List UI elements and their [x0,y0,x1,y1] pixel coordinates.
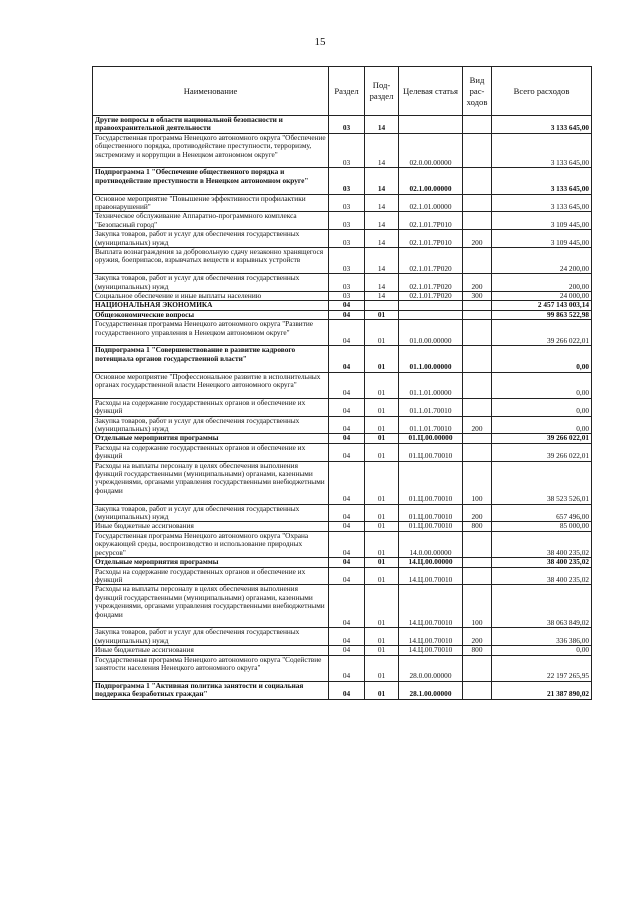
cell-total: 3 133 645,00 [492,194,592,212]
table-row [93,320,592,346]
cell-total: 38 400 235,02 [492,567,592,585]
cell-section: 04 [329,416,365,434]
cell-section: 04 [329,301,365,310]
cell-target-article: 14.0.00.00000 [399,531,463,557]
cell-expense-type [463,212,492,230]
header-name: Наименование [93,67,329,116]
header-section: Раздел [329,67,365,116]
table-row [93,585,592,628]
cell-total: 38 523 526,01 [492,461,592,504]
cell-section: 03 [329,274,365,292]
cell-total: 38 400 235,02 [492,558,592,567]
cell-section: 04 [329,443,365,461]
header-target-article: Целевая статья [399,67,463,116]
cell-total: 38 063 849,02 [492,585,592,628]
cell-name: Общеэкономические вопросы [93,310,329,319]
cell-total: 85 000,00 [492,522,592,531]
cell-target-article: 02.1.00.00000 [399,168,463,194]
cell-section: 04 [329,646,365,655]
cell-expense-type: 100 [463,461,492,504]
cell-total: 3 109 445,00 [492,212,592,230]
cell-subsection: 01 [365,681,399,699]
cell-section: 04 [329,522,365,531]
cell-expense-type [463,655,492,681]
cell-target-article: 14.Ц.00.70010 [399,585,463,628]
cell-subsection: 01 [365,585,399,628]
cell-expense-type: 800 [463,522,492,531]
table-row [93,372,592,398]
cell-section: 04 [329,320,365,346]
cell-subsection: 01 [365,522,399,531]
table-row [93,416,592,434]
cell-target-article: 01.Ц.00.70010 [399,522,463,531]
cell-target-article: 01.1.01.70010 [399,398,463,416]
cell-subsection: 01 [365,655,399,681]
cell-name: Отдельные мероприятия программы [93,434,329,443]
table-row [93,212,592,230]
cell-total: 0,00 [492,416,592,434]
cell-expense-type [463,301,492,310]
cell-target-article [399,116,463,134]
cell-section: 04 [329,310,365,319]
cell-expense-type [463,681,492,699]
table-row [93,443,592,461]
cell-expense-type [463,443,492,461]
cell-name: Закупка товаров, работ и услуг для обеспечения государственных (муниципальных) нужд [93,504,329,522]
cell-target-article: 28.1.00.00000 [399,681,463,699]
cell-target-article: 01.1.01.00000 [399,372,463,398]
cell-expense-type [463,116,492,134]
cell-total: 0,00 [492,646,592,655]
cell-target-article: 14.Ц.00.00000 [399,558,463,567]
cell-target-article: 01.Ц.00.70010 [399,461,463,504]
cell-section: 03 [329,230,365,248]
cell-expense-type [463,168,492,194]
cell-target-article: 14.Ц.00.70010 [399,567,463,585]
cell-expense-type [463,310,492,319]
cell-total: 38 400 235,02 [492,531,592,557]
cell-subsection: 01 [365,346,399,372]
cell-subsection: 01 [365,628,399,646]
cell-target-article: 14.Ц.00.70010 [399,628,463,646]
cell-section: 04 [329,655,365,681]
cell-subsection: 14 [365,133,399,168]
cell-total: 22 197 265,95 [492,655,592,681]
cell-subsection [365,301,399,310]
cell-subsection: 01 [365,434,399,443]
cell-section: 03 [329,212,365,230]
header-expense-type: Вид рас-ходов [463,67,492,116]
cell-name: Расходы на содержание государственных органов и обеспечение их функций [93,443,329,461]
cell-total: 21 387 890,02 [492,681,592,699]
cell-section: 04 [329,585,365,628]
cell-expense-type: 100 [463,585,492,628]
cell-name: Техническое обслуживание Аппаратно-программного комплекса "Безопасный город" [93,212,329,230]
cell-target-article: 01.0.00.00000 [399,320,463,346]
cell-total: 99 863 522,98 [492,310,592,319]
cell-total: 2 457 143 003,14 [492,301,592,310]
cell-total: 0,00 [492,346,592,372]
cell-target-article: 02.1.01.7Р010 [399,230,463,248]
cell-target-article: 28.0.00.00000 [399,655,463,681]
budget-table [92,66,592,700]
cell-target-article [399,301,463,310]
table-body [93,116,592,700]
cell-expense-type [463,194,492,212]
cell-section: 04 [329,372,365,398]
cell-expense-type: 800 [463,646,492,655]
cell-subsection: 01 [365,646,399,655]
cell-expense-type: 300 [463,292,492,301]
cell-name: Государственная программа Ненецкого автономного округа "Содействие занятости населения Ненецкого автономного округа" [93,655,329,681]
cell-total: 0,00 [492,398,592,416]
table-header-row [93,67,592,116]
cell-subsection: 14 [365,248,399,274]
cell-section: 04 [329,398,365,416]
table-row [93,504,592,522]
cell-section: 03 [329,194,365,212]
cell-section: 04 [329,628,365,646]
cell-subsection: 14 [365,194,399,212]
table-row [93,248,592,274]
cell-expense-type [463,372,492,398]
cell-subsection: 01 [365,504,399,522]
table-row [93,398,592,416]
cell-expense-type [463,320,492,346]
table-row [93,522,592,531]
cell-name: Другие вопросы в области национальной безопасности и правоохранительной деятельности [93,116,329,134]
table-row [93,434,592,443]
cell-name: Подпрограмма 1 "Активная политика занятости и социальная поддержка безработных граждан" [93,681,329,699]
table-row [93,628,592,646]
cell-name: Закупка товаров, работ и услуг для обеспечения государственных (муниципальных) нужд [93,628,329,646]
page-number: 15 [314,36,326,48]
cell-expense-type: 200 [463,628,492,646]
cell-name: Расходы на содержание государственных органов и обеспечение их функций [93,567,329,585]
table-row [93,301,592,310]
cell-subsection: 14 [365,292,399,301]
cell-name: Расходы на выплаты персоналу в целях обеспечения выполнения функций государственными (муниципальными) органами, казенными учреждениями, органами управления государственными внебюджетными фондами [93,585,329,628]
cell-total: 3 133 645,00 [492,168,592,194]
table-row [93,655,592,681]
cell-target-article: 02.1.01.7Р010 [399,212,463,230]
cell-expense-type [463,398,492,416]
table-row [93,292,592,301]
cell-subsection: 14 [365,116,399,134]
cell-total: 0,00 [492,372,592,398]
cell-target-article: 01.Ц.00.70010 [399,504,463,522]
cell-expense-type: 200 [463,274,492,292]
cell-section: 04 [329,346,365,372]
cell-total: 200,00 [492,274,592,292]
cell-total: 39 266 022,01 [492,320,592,346]
cell-section: 03 [329,168,365,194]
table-row [93,194,592,212]
cell-name: Подпрограмма 1 "Совершенствование в развитие кадрового потенциала органов государственной власти" [93,346,329,372]
cell-name: Расходы на содержание государственных органов и обеспечение их функций [93,398,329,416]
cell-section: 03 [329,248,365,274]
cell-section: 04 [329,461,365,504]
cell-name: Закупка товаров, работ и услуг для обеспечения государственных (муниципальных) нужд [93,230,329,248]
cell-expense-type [463,346,492,372]
cell-subsection: 14 [365,168,399,194]
cell-name: Социальное обеспечение и иные выплаты населению [93,292,329,301]
table-row [93,646,592,655]
cell-name: Основное мероприятие "Профессиональное развитие в исполнительных органах государственной власти Ненецкого автономного округа" [93,372,329,398]
cell-target-article: 01.1.01.70010 [399,416,463,434]
cell-target-article: 02.1.01.7Р020 [399,274,463,292]
cell-subsection: 14 [365,212,399,230]
table-row [93,133,592,168]
cell-name: Отдельные мероприятия программы [93,558,329,567]
table-row [93,116,592,134]
cell-subsection: 01 [365,558,399,567]
cell-target-article: 02.1.01.00000 [399,194,463,212]
cell-total: 657 496,00 [492,504,592,522]
cell-subsection: 14 [365,274,399,292]
cell-subsection: 01 [365,461,399,504]
cell-section: 03 [329,116,365,134]
cell-total: 39 266 022,01 [492,434,592,443]
table-row [93,531,592,557]
cell-name: Государственная программа Ненецкого автономного округа "Развитие государственного управления в Ненецком автономном округе" [93,320,329,346]
cell-section: 04 [329,558,365,567]
cell-target-article: 01.Ц.00.00000 [399,434,463,443]
cell-total: 24 200,00 [492,248,592,274]
cell-target-article [399,310,463,319]
cell-section: 04 [329,504,365,522]
cell-name: Расходы на выплаты персоналу в целях обеспечения выполнения функций государственными (муниципальными) органами, казенными учреждениями, органами управления государственными внебюджетными фондами [93,461,329,504]
header-total: Всего расходов [492,67,592,116]
cell-expense-type: 200 [463,504,492,522]
cell-name: Закупка товаров, работ и услуг для обеспечения государственных (муниципальных) нужд [93,274,329,292]
cell-subsection: 01 [365,531,399,557]
cell-expense-type [463,567,492,585]
cell-subsection: 01 [365,567,399,585]
header-subsection: Под-раздел [365,67,399,116]
cell-total: 336 386,00 [492,628,592,646]
table-row [93,461,592,504]
cell-target-article: 02.1.01.7Р020 [399,292,463,301]
cell-target-article: 02.0.00.00000 [399,133,463,168]
cell-name: Государственная программа Ненецкого автономного округа "Обеспечение общественного порядка, противодействие преступности, терроризму, экстремизму и коррупции в Ненецком автономном округе" [93,133,329,168]
table-row [93,681,592,699]
cell-section: 03 [329,292,365,301]
cell-total: 39 266 022,01 [492,443,592,461]
cell-name: Государственная программа Ненецкого автономного округа "Охрана окружающей среды, воспроизводство и использование природных ресурсов" [93,531,329,557]
cell-expense-type [463,133,492,168]
table-row [93,168,592,194]
cell-name: Закупка товаров, работ и услуг для обеспечения государственных (муниципальных) нужд [93,416,329,434]
cell-expense-type [463,531,492,557]
cell-subsection: 14 [365,230,399,248]
cell-total: 24 000,00 [492,292,592,301]
cell-section: 04 [329,531,365,557]
table-row [93,230,592,248]
cell-section: 04 [329,681,365,699]
cell-section: 03 [329,133,365,168]
cell-subsection: 01 [365,372,399,398]
cell-expense-type: 200 [463,416,492,434]
cell-name: НАЦИОНАЛЬНАЯ ЭКОНОМИКА [93,301,329,310]
cell-subsection: 01 [365,310,399,319]
cell-name: Иные бюджетные ассигнования [93,522,329,531]
cell-name: Иные бюджетные ассигнования [93,646,329,655]
cell-name: Основное мероприятие "Повышение эффективности профилактики правонарушений" [93,194,329,212]
table-row [93,310,592,319]
cell-subsection: 01 [365,443,399,461]
table-row [93,274,592,292]
table-row [93,346,592,372]
cell-total: 3 109 445,00 [492,230,592,248]
cell-name: Выплата вознаграждения за добровольную сдачу незаконно хранящегося оружия, боеприпасов, взрывчатых веществ и взрывных устройств [93,248,329,274]
cell-target-article: 02.1.01.7Р020 [399,248,463,274]
cell-name: Подпрограмма 1 "Обеспечение общественного порядка и противодействие преступности в Ненецком автономном округе" [93,168,329,194]
cell-section: 04 [329,567,365,585]
cell-subsection: 01 [365,398,399,416]
cell-total: 3 133 645,00 [492,133,592,168]
cell-expense-type [463,248,492,274]
cell-expense-type [463,434,492,443]
cell-target-article: 14.Ц.00.70010 [399,646,463,655]
cell-total: 3 133 645,00 [492,116,592,134]
cell-subsection: 01 [365,320,399,346]
table-row [93,558,592,567]
cell-section: 04 [329,434,365,443]
cell-target-article: 01.Ц.00.70010 [399,443,463,461]
cell-target-article: 01.1.00.00000 [399,346,463,372]
cell-subsection: 01 [365,416,399,434]
cell-expense-type [463,558,492,567]
table-row [93,567,592,585]
cell-expense-type: 200 [463,230,492,248]
